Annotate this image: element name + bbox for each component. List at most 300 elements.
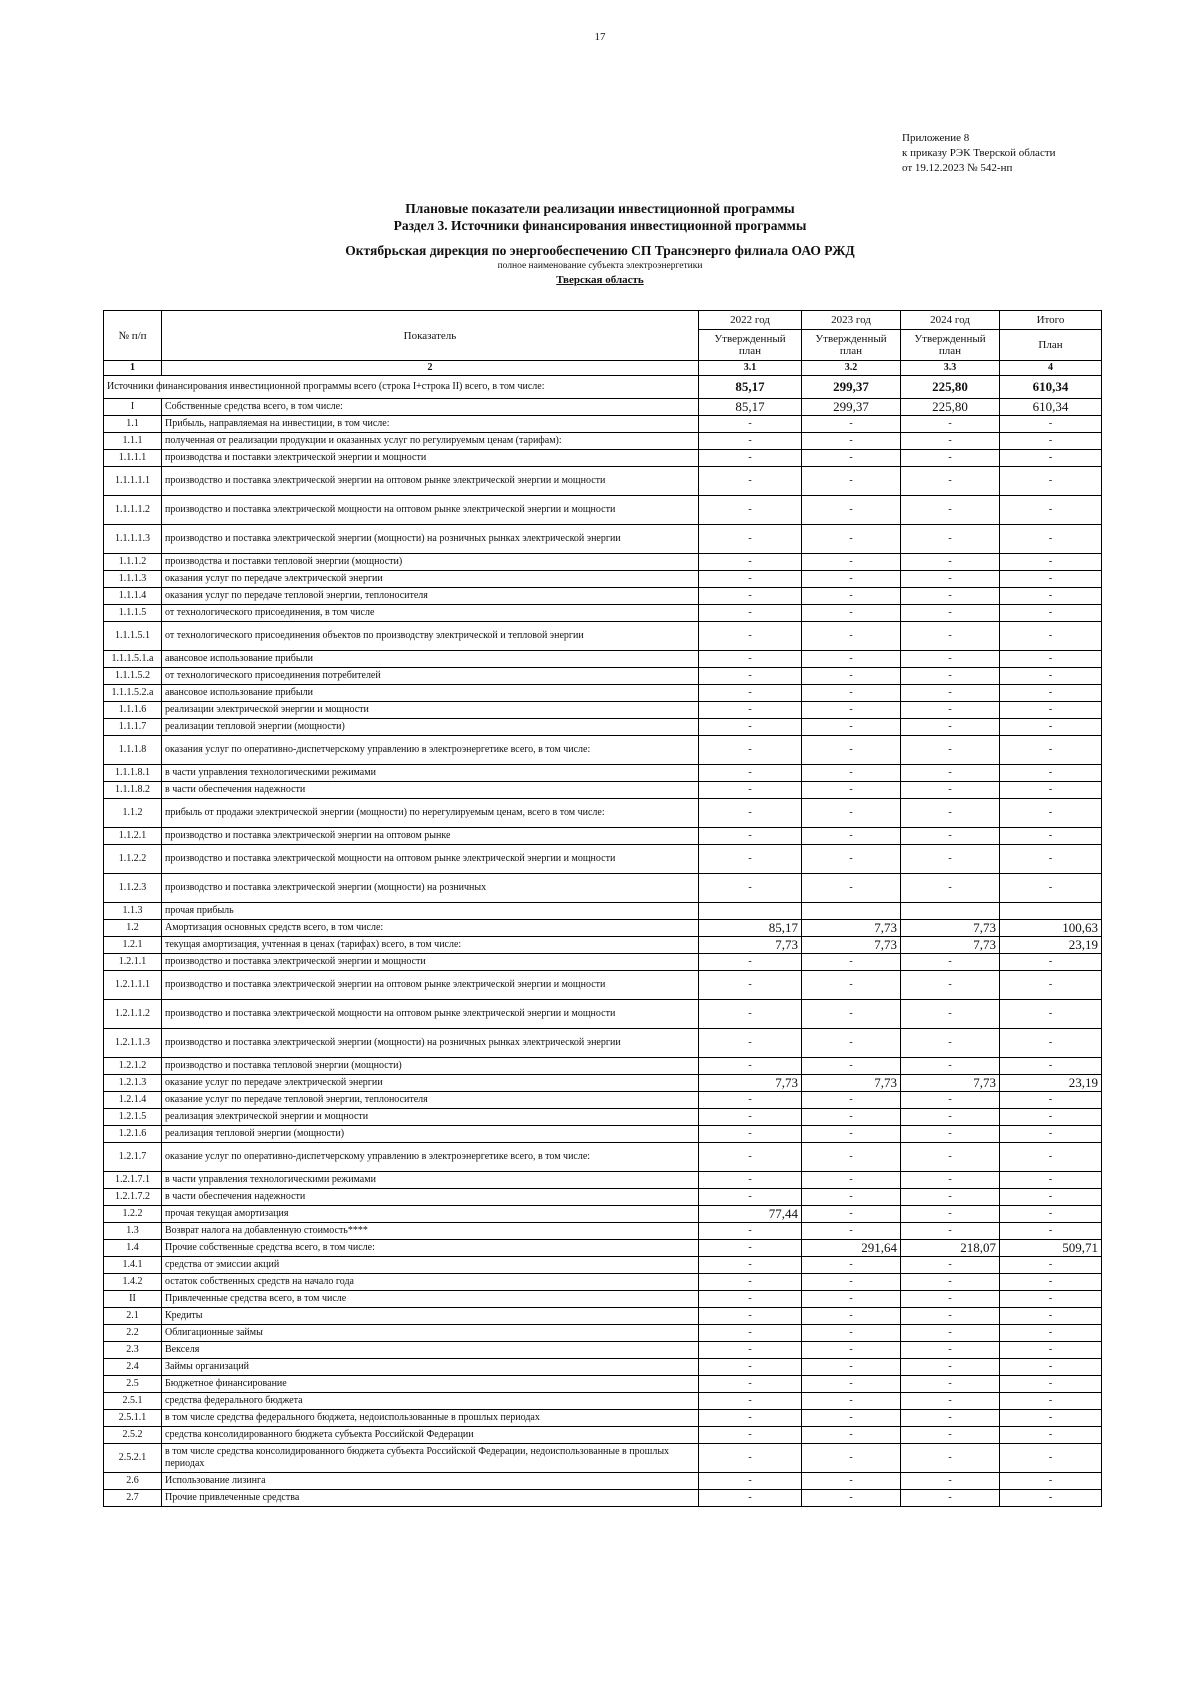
value-cell: - (699, 450, 802, 467)
header-indicator: Показатель (162, 311, 699, 361)
row-number: 2.4 (104, 1359, 162, 1376)
row-number: 1.1.1.1.3 (104, 525, 162, 554)
value-cell: - (1000, 554, 1102, 571)
value-cell: - (802, 554, 901, 571)
value-cell: - (1000, 1359, 1102, 1376)
value-cell: - (1000, 1029, 1102, 1058)
header-year: 2023 год (802, 311, 901, 330)
table-row (104, 1325, 1102, 1342)
value-cell: 7,73 (901, 1075, 1000, 1092)
table-row (104, 450, 1102, 467)
value-cell: - (699, 954, 802, 971)
value-cell: - (901, 467, 1000, 496)
value-cell: 100,63 (1000, 920, 1102, 937)
row-number: 1.2.1.5 (104, 1109, 162, 1126)
region-name: Тверская область (556, 274, 644, 286)
header-approved: Утвержденный план (901, 330, 1000, 361)
value-cell: - (802, 1473, 901, 1490)
row-number: 2.5.2 (104, 1427, 162, 1444)
row-number: 1.1.1.5.2 (104, 668, 162, 685)
value-cell: - (901, 828, 1000, 845)
value-cell: - (699, 736, 802, 765)
table-row (104, 1092, 1102, 1109)
table-row (104, 685, 1102, 702)
row-label: оказание услуг по оперативно-диспетчерскому управлению в электроэнергетике всего, в том числе: (162, 1143, 699, 1172)
table-row (104, 702, 1102, 719)
row-number: 1.1.1.6 (104, 702, 162, 719)
value-cell: - (802, 1376, 901, 1393)
row-number: 1.1.1.1.2 (104, 496, 162, 525)
value-cell: - (1000, 799, 1102, 828)
page-number: 17 (594, 31, 606, 43)
value-cell: - (802, 1342, 901, 1359)
value-cell: 7,73 (901, 920, 1000, 937)
value-cell: - (1000, 1206, 1102, 1223)
value-cell: - (699, 1189, 802, 1206)
table-row (104, 1410, 1102, 1427)
row-number: 1.2.1.4 (104, 1092, 162, 1109)
row-number: 2.2 (104, 1325, 162, 1342)
table-row (104, 1376, 1102, 1393)
total-cell: 610,34 (1000, 376, 1102, 399)
value-cell: - (699, 799, 802, 828)
value-cell: - (699, 1058, 802, 1075)
row-label: Займы организаций (162, 1359, 699, 1376)
table-row (104, 1444, 1102, 1473)
row-label: реализация электрической энергии и мощности (162, 1109, 699, 1126)
total-cell: 225,80 (901, 376, 1000, 399)
value-cell (699, 903, 802, 920)
value-cell: - (802, 1172, 901, 1189)
table-row (104, 1490, 1102, 1507)
row-number: 1.1.1.8 (104, 736, 162, 765)
value-cell: - (1000, 1473, 1102, 1490)
row-label: производство и поставка электрической мощности на оптовом рынке электрической энергии и мощности (162, 496, 699, 525)
value-cell: - (699, 554, 802, 571)
value-cell: - (699, 874, 802, 903)
row-label: Амортизация основных средств всего, в том числе: (162, 920, 699, 937)
value-cell: - (1000, 1126, 1102, 1143)
row-number: 2.7 (104, 1490, 162, 1507)
row-label: средства консолидированного бюджета субъекта Российской Федерации (162, 1427, 699, 1444)
value-cell: - (699, 1092, 802, 1109)
value-cell: - (802, 685, 901, 702)
value-cell: - (699, 719, 802, 736)
value-cell: - (1000, 1325, 1102, 1342)
appendix-note (902, 131, 1056, 176)
value-cell: - (699, 1223, 802, 1240)
row-label: авансовое использование прибыли (162, 651, 699, 668)
row-number: 1.1.1.5.1.а (104, 651, 162, 668)
value-cell: - (901, 1000, 1000, 1029)
value-cell: - (901, 1109, 1000, 1126)
value-cell: 7,73 (901, 937, 1000, 954)
value-cell: - (802, 954, 901, 971)
value-cell: - (699, 971, 802, 1000)
value-cell: - (1000, 1058, 1102, 1075)
value-cell: - (1000, 971, 1102, 1000)
value-cell: - (901, 651, 1000, 668)
value-cell: - (901, 496, 1000, 525)
row-label: Облигационные займы (162, 1325, 699, 1342)
value-cell: - (802, 605, 901, 622)
value-cell: - (802, 874, 901, 903)
table-row (104, 828, 1102, 845)
row-label: средства федерального бюджета (162, 1393, 699, 1410)
value-cell: - (699, 651, 802, 668)
row-label: производство и поставка электрической энергии (мощности) на розничных рынках электрической энергии (162, 1029, 699, 1058)
table-row (104, 571, 1102, 588)
value-cell (1000, 903, 1102, 920)
row-label: авансовое использование прибыли (162, 685, 699, 702)
value-cell: 85,17 (699, 399, 802, 416)
row-number: 1.2.1.1.3 (104, 1029, 162, 1058)
value-cell: - (802, 1444, 901, 1473)
table-row (104, 874, 1102, 903)
value-cell: - (699, 1143, 802, 1172)
row-label: Прочие собственные средства всего, в том числе: (162, 1240, 699, 1257)
table-row (104, 416, 1102, 433)
value-cell: - (901, 1393, 1000, 1410)
value-cell: - (1000, 685, 1102, 702)
row-number: 1.1.1.7 (104, 719, 162, 736)
value-cell: - (802, 1109, 901, 1126)
value-cell: - (699, 685, 802, 702)
total-cell: 85,17 (699, 376, 802, 399)
value-cell: - (699, 1000, 802, 1029)
row-label: производство и поставка электрической энергии (мощности) на розничных рынках электрической энергии (162, 525, 699, 554)
value-cell: - (802, 1274, 901, 1291)
value-cell: - (802, 1029, 901, 1058)
row-number: 1.1.1 (104, 433, 162, 450)
value-cell: - (1000, 1172, 1102, 1189)
value-cell: - (802, 1092, 901, 1109)
row-label: оказания услуг по передаче электрической энергии (162, 571, 699, 588)
table-row (104, 433, 1102, 450)
value-cell: - (699, 622, 802, 651)
table-row (104, 1342, 1102, 1359)
value-cell: - (699, 1126, 802, 1143)
row-label: Возврат налога на добавленную стоимость**** (162, 1223, 699, 1240)
value-cell: - (802, 702, 901, 719)
value-cell: - (901, 954, 1000, 971)
value-cell: - (802, 782, 901, 799)
value-cell: - (1000, 622, 1102, 651)
table-row (104, 467, 1102, 496)
table-row (104, 1075, 1102, 1092)
row-number: 1.2.1.1 (104, 954, 162, 971)
value-cell: - (1000, 416, 1102, 433)
table-row (104, 1029, 1102, 1058)
value-cell (802, 903, 901, 920)
row-label: производство и поставка электрической энергии на оптовом рынке электрической энергии и мощности (162, 971, 699, 1000)
table-row (104, 1172, 1102, 1189)
value-cell: - (1000, 954, 1102, 971)
value-cell: - (699, 496, 802, 525)
value-cell: 299,37 (802, 399, 901, 416)
table-row (104, 1240, 1102, 1257)
value-cell: - (901, 1126, 1000, 1143)
value-cell: - (901, 1308, 1000, 1325)
table-row (104, 799, 1102, 828)
row-label: от технологического присоединения потребителей (162, 668, 699, 685)
table-row (104, 1000, 1102, 1029)
row-label: в части управления технологическими режимами (162, 1172, 699, 1189)
row-label: Привлеченные средства всего, в том числе (162, 1291, 699, 1308)
total-cell: 299,37 (802, 376, 901, 399)
value-cell: - (1000, 651, 1102, 668)
value-cell: - (901, 622, 1000, 651)
row-number: 1.1.1.1 (104, 450, 162, 467)
value-cell: - (802, 525, 901, 554)
value-cell: - (699, 702, 802, 719)
value-cell: 225,80 (901, 399, 1000, 416)
value-cell: - (901, 1092, 1000, 1109)
value-cell: - (1000, 1000, 1102, 1029)
value-cell: - (901, 1189, 1000, 1206)
row-label: в части обеспечения надежности (162, 782, 699, 799)
table-row (104, 668, 1102, 685)
row-label: прочая прибыль (162, 903, 699, 920)
row-number: 2.6 (104, 1473, 162, 1490)
row-number: 1.1.1.4 (104, 588, 162, 605)
appendix-line: к приказу РЭК Тверской области (902, 147, 1056, 159)
value-cell: - (802, 736, 901, 765)
table-row (104, 920, 1102, 937)
value-cell: - (1000, 496, 1102, 525)
table-row (104, 845, 1102, 874)
value-cell: - (699, 668, 802, 685)
value-cell: - (901, 702, 1000, 719)
row-number: 1.1.1.5.1 (104, 622, 162, 651)
row-label: реализация тепловой энергии (мощности) (162, 1126, 699, 1143)
value-cell: - (802, 433, 901, 450)
value-cell: - (699, 1410, 802, 1427)
value-cell: - (802, 719, 901, 736)
header-row (104, 311, 1102, 330)
value-cell: - (901, 605, 1000, 622)
value-cell: - (1000, 467, 1102, 496)
value-cell: - (699, 1376, 802, 1393)
value-cell: - (802, 1427, 901, 1444)
row-label: остаток собственных средств на начало года (162, 1274, 699, 1291)
column-number: 1 (104, 361, 162, 376)
value-cell: - (901, 1376, 1000, 1393)
value-cell: - (1000, 1223, 1102, 1240)
value-cell: - (1000, 450, 1102, 467)
value-cell: 85,17 (699, 920, 802, 937)
table-row (104, 954, 1102, 971)
table-row (104, 1291, 1102, 1308)
value-cell: 7,73 (802, 920, 901, 937)
value-cell: - (802, 1308, 901, 1325)
value-cell: - (1000, 1257, 1102, 1274)
value-cell: - (802, 828, 901, 845)
table-row (104, 1257, 1102, 1274)
organization-name: Октябрьская дирекция по энергообеспечению СП Трансэнерго филиала ОАО РЖД (345, 243, 855, 258)
value-cell: - (1000, 668, 1102, 685)
value-cell: - (1000, 1444, 1102, 1473)
value-cell: - (901, 1490, 1000, 1507)
table-row (104, 1058, 1102, 1075)
row-number: 1.1.2.3 (104, 874, 162, 903)
value-cell: - (901, 765, 1000, 782)
value-cell: 77,44 (699, 1206, 802, 1223)
row-label: оказание услуг по передаче электрической энергии (162, 1075, 699, 1092)
row-number: 1.1.1.8.1 (104, 765, 162, 782)
row-number: 1.4.1 (104, 1257, 162, 1274)
value-cell: - (802, 1410, 901, 1427)
row-label: полученная от реализации продукции и оказанных услуг по регулируемым ценам (тарифам): (162, 433, 699, 450)
row-label: реализации тепловой энергии (мощности) (162, 719, 699, 736)
row-number: II (104, 1291, 162, 1308)
table-row (104, 622, 1102, 651)
header-total: Итого (1000, 311, 1102, 330)
table-row (104, 1126, 1102, 1143)
value-cell: 291,64 (802, 1240, 901, 1257)
row-label: от технологического присоединения объектов по производству электрической и тепловой энергии (162, 622, 699, 651)
value-cell: - (901, 782, 1000, 799)
row-number: 1.2.2 (104, 1206, 162, 1223)
value-cell: - (1000, 571, 1102, 588)
column-number: 3.3 (901, 361, 1000, 376)
row-number: 2.3 (104, 1342, 162, 1359)
row-label: Бюджетное финансирование (162, 1376, 699, 1393)
value-cell: - (802, 1143, 901, 1172)
row-number: 1.1.2.2 (104, 845, 162, 874)
header-plan: План (1000, 330, 1102, 361)
row-number: I (104, 399, 162, 416)
value-cell: - (1000, 588, 1102, 605)
value-cell: - (901, 1410, 1000, 1427)
value-cell: - (901, 1359, 1000, 1376)
value-cell: - (1000, 765, 1102, 782)
table-row (104, 1308, 1102, 1325)
table-row (104, 525, 1102, 554)
value-cell: - (699, 1490, 802, 1507)
value-cell: - (802, 1291, 901, 1308)
value-cell: - (802, 588, 901, 605)
table-row (104, 1393, 1102, 1410)
row-number: 1.1.2.1 (104, 828, 162, 845)
value-cell: 7,73 (699, 1075, 802, 1092)
value-cell: - (802, 845, 901, 874)
row-number: 1.1.1.5 (104, 605, 162, 622)
value-cell: - (1000, 1092, 1102, 1109)
table-row (104, 1189, 1102, 1206)
value-cell: - (699, 765, 802, 782)
row-label: Собственные средства всего, в том числе: (162, 399, 699, 416)
value-cell: - (901, 799, 1000, 828)
table-row (104, 937, 1102, 954)
row-number: 1.3 (104, 1223, 162, 1240)
table-row (104, 782, 1102, 799)
value-cell: - (802, 765, 901, 782)
total-row (104, 376, 1102, 399)
value-cell: - (802, 1206, 901, 1223)
value-cell: - (699, 571, 802, 588)
value-cell: - (901, 668, 1000, 685)
table-row (104, 971, 1102, 1000)
value-cell (901, 903, 1000, 920)
value-cell: - (901, 588, 1000, 605)
row-number: 1.4 (104, 1240, 162, 1257)
value-cell: - (901, 1143, 1000, 1172)
value-cell: - (901, 1427, 1000, 1444)
value-cell: - (699, 1274, 802, 1291)
document-title: Плановые показатели реализации инвестиционной программы (405, 201, 795, 216)
value-cell: - (1000, 1189, 1102, 1206)
row-label: Кредиты (162, 1308, 699, 1325)
value-cell: - (699, 1342, 802, 1359)
value-cell: - (901, 874, 1000, 903)
row-label: производство и поставка электрической энергии на оптовом рынке электрической энергии и мощности (162, 467, 699, 496)
value-cell: - (699, 1393, 802, 1410)
row-number: 1.2.1.6 (104, 1126, 162, 1143)
column-number: 3.2 (802, 361, 901, 376)
value-cell: - (1000, 1376, 1102, 1393)
value-cell: - (901, 1058, 1000, 1075)
value-cell: - (699, 1029, 802, 1058)
header-approved: Утвержденный план (699, 330, 802, 361)
value-cell: - (699, 1444, 802, 1473)
row-number: 1.1.2 (104, 799, 162, 828)
value-cell: - (901, 1223, 1000, 1240)
row-label: производство и поставка электрической мощности на оптовом рынке электрической энергии и мощности (162, 845, 699, 874)
row-label: оказания услуг по передаче тепловой энергии, теплоносителя (162, 588, 699, 605)
row-label: производство и поставка электрической энергии и мощности (162, 954, 699, 971)
table-row (104, 1359, 1102, 1376)
value-cell: - (802, 1257, 901, 1274)
value-cell: 23,19 (1000, 1075, 1102, 1092)
table-row (104, 1473, 1102, 1490)
table-row (104, 1223, 1102, 1240)
value-cell: - (699, 828, 802, 845)
value-cell: - (901, 1342, 1000, 1359)
row-label: средства от эмиссии акций (162, 1257, 699, 1274)
row-number: 1.1.1.2 (104, 554, 162, 571)
table-row (104, 554, 1102, 571)
value-cell: - (901, 1473, 1000, 1490)
table-row (104, 903, 1102, 920)
value-cell: - (802, 1325, 901, 1342)
table-row (104, 588, 1102, 605)
value-cell: - (802, 1126, 901, 1143)
value-cell: - (699, 1291, 802, 1308)
table-row (104, 1109, 1102, 1126)
column-number: 3.1 (699, 361, 802, 376)
row-label: от технологического присоединения, в том числе (162, 605, 699, 622)
value-cell: - (1000, 782, 1102, 799)
row-label: производство и поставка электрической энергии на оптовом рынке (162, 828, 699, 845)
total-row-label: Источники финансирования инвестиционной программы всего (строка I+строка II) всего, в том числе: (104, 376, 699, 399)
row-label: Использование лизинга (162, 1473, 699, 1490)
row-number: 2.5 (104, 1376, 162, 1393)
value-cell: 218,07 (901, 1240, 1000, 1257)
value-cell: - (802, 622, 901, 651)
value-cell: - (1000, 719, 1102, 736)
value-cell: - (1000, 702, 1102, 719)
value-cell: - (901, 685, 1000, 702)
value-cell: - (699, 467, 802, 496)
value-cell: - (802, 971, 901, 1000)
row-number: 1.2.1 (104, 937, 162, 954)
table-row (104, 1206, 1102, 1223)
value-cell: - (901, 1172, 1000, 1189)
value-cell: - (699, 1257, 802, 1274)
value-cell: - (699, 845, 802, 874)
organization-caption: полное наименование субъекта электроэнергетики (497, 261, 703, 271)
